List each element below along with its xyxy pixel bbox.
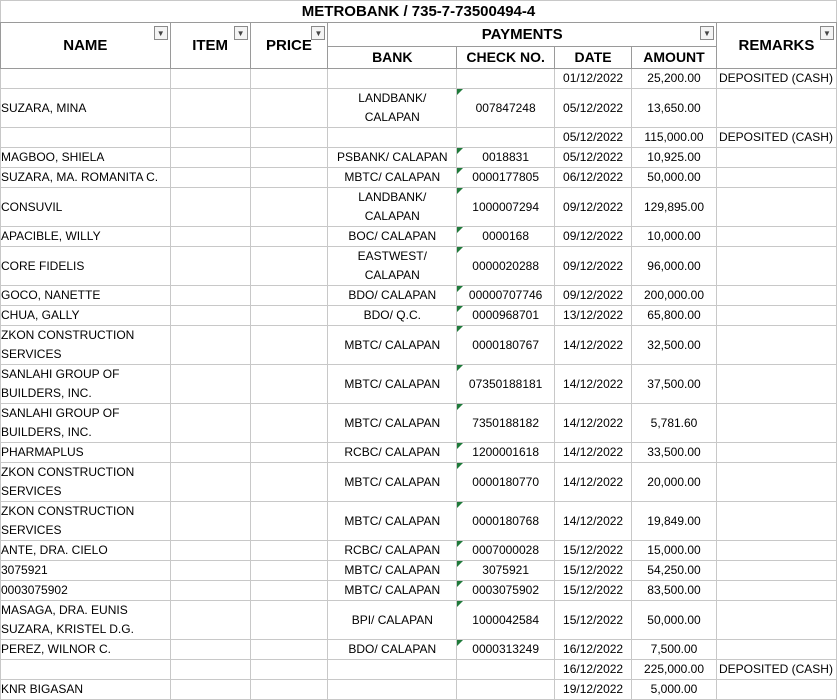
header-date: DATE bbox=[555, 47, 632, 69]
price-cell[interactable] bbox=[250, 502, 328, 541]
remarks-cell[interactable] bbox=[716, 640, 836, 660]
remarks-cell[interactable]: DEPOSITED (CASH) bbox=[716, 660, 836, 680]
remarks-cell[interactable] bbox=[716, 581, 836, 601]
item-cell[interactable] bbox=[170, 365, 250, 404]
error-indicator-icon bbox=[457, 541, 463, 547]
amount-cell[interactable]: 83,500.00 bbox=[632, 581, 717, 601]
header-payments bbox=[328, 23, 717, 47]
amount-cell[interactable]: 13,650.00 bbox=[632, 89, 717, 128]
date-cell[interactable]: 14/12/2022 bbox=[555, 326, 632, 365]
check-no-cell[interactable]: 0007000028 bbox=[457, 541, 555, 561]
amount-cell[interactable]: 15,000.00 bbox=[632, 541, 717, 561]
check-no-cell[interactable]: 0000180768 bbox=[457, 502, 555, 541]
error-indicator-icon bbox=[457, 89, 463, 95]
item-cell[interactable] bbox=[170, 306, 250, 326]
header-remarks-label: REMARKS bbox=[738, 37, 815, 54]
check-no-cell[interactable] bbox=[457, 680, 555, 700]
error-indicator-icon bbox=[457, 561, 463, 567]
error-indicator-icon bbox=[457, 404, 463, 410]
table-row bbox=[1, 541, 837, 561]
name-cell[interactable] bbox=[1, 128, 171, 148]
remarks-cell[interactable] bbox=[716, 148, 836, 168]
check-no-cell[interactable]: 0000313249 bbox=[457, 640, 555, 660]
error-indicator-icon bbox=[457, 247, 463, 253]
error-indicator-icon bbox=[457, 463, 463, 469]
remarks-cell[interactable] bbox=[716, 502, 836, 541]
remarks-cell[interactable] bbox=[716, 247, 836, 286]
bank-cell[interactable]: BOC/ CALAPAN bbox=[328, 227, 457, 247]
name-cell[interactable]: APACIBLE, WILLY bbox=[1, 227, 171, 247]
date-cell[interactable]: 14/12/2022 bbox=[555, 365, 632, 404]
bank-cell[interactable]: BDO/ CALAPAN bbox=[328, 286, 457, 306]
item-cell[interactable] bbox=[170, 660, 250, 680]
check-no-cell[interactable]: 0000180770 bbox=[457, 463, 555, 502]
header-bank: BANK bbox=[328, 47, 457, 69]
header-name bbox=[1, 23, 171, 69]
bank-cell[interactable]: MBTC/ CALAPAN bbox=[328, 581, 457, 601]
amount-cell[interactable]: 10,000.00 bbox=[632, 227, 717, 247]
header-remarks bbox=[716, 23, 836, 69]
item-cell[interactable] bbox=[170, 601, 250, 640]
price-cell[interactable] bbox=[250, 365, 328, 404]
table-row bbox=[1, 306, 837, 326]
price-cell[interactable] bbox=[250, 286, 328, 306]
table-row bbox=[1, 660, 837, 680]
bank-cell[interactable]: MBTC/ CALAPAN bbox=[328, 168, 457, 188]
table-row bbox=[1, 227, 837, 247]
date-cell[interactable]: 16/12/2022 bbox=[555, 660, 632, 680]
table-row bbox=[1, 601, 837, 640]
bank-cell[interactable]: EASTWEST/ CALAPAN bbox=[328, 247, 457, 286]
table-row bbox=[1, 561, 837, 581]
price-cell[interactable] bbox=[250, 227, 328, 247]
bank-cell[interactable]: BPI/ CALAPAN bbox=[328, 601, 457, 640]
date-cell[interactable]: 15/12/2022 bbox=[555, 581, 632, 601]
date-cell[interactable]: 09/12/2022 bbox=[555, 188, 632, 227]
remarks-cell[interactable] bbox=[716, 561, 836, 581]
remarks-cell[interactable] bbox=[716, 680, 836, 700]
table-row bbox=[1, 168, 837, 188]
table-row bbox=[1, 640, 837, 660]
price-cell[interactable] bbox=[250, 680, 328, 700]
error-indicator-icon bbox=[457, 286, 463, 292]
header-price-label: PRICE bbox=[266, 37, 312, 54]
bank-cell[interactable]: MBTC/ CALAPAN bbox=[328, 502, 457, 541]
price-cell[interactable] bbox=[250, 561, 328, 581]
date-cell[interactable]: 15/12/2022 bbox=[555, 541, 632, 561]
item-cell[interactable] bbox=[170, 69, 250, 89]
check-no-cell[interactable] bbox=[457, 660, 555, 680]
price-cell[interactable] bbox=[250, 306, 328, 326]
price-cell[interactable] bbox=[250, 128, 328, 148]
name-cell[interactable]: PEREZ, WILNOR C. bbox=[1, 640, 171, 660]
amount-cell[interactable]: 32,500.00 bbox=[632, 326, 717, 365]
amount-cell[interactable]: 65,800.00 bbox=[632, 306, 717, 326]
date-cell[interactable]: 14/12/2022 bbox=[555, 443, 632, 463]
table-row bbox=[1, 443, 837, 463]
date-cell[interactable]: 05/12/2022 bbox=[555, 89, 632, 128]
price-cell[interactable] bbox=[250, 188, 328, 227]
item-cell[interactable] bbox=[170, 148, 250, 168]
item-cell[interactable] bbox=[170, 188, 250, 227]
error-indicator-icon bbox=[457, 443, 463, 449]
remarks-cell[interactable] bbox=[716, 168, 836, 188]
name-cell[interactable]: ZKON CONSTRUCTION SERVICES bbox=[1, 502, 171, 541]
bank-cell[interactable]: PSBANK/ CALAPAN bbox=[328, 148, 457, 168]
name-cell[interactable]: CONSUVIL bbox=[1, 188, 171, 227]
amount-cell[interactable]: 37,500.00 bbox=[632, 365, 717, 404]
price-cell[interactable] bbox=[250, 581, 328, 601]
name-cell[interactable]: SANLAHI GROUP OF BUILDERS, INC. bbox=[1, 404, 171, 443]
table-body bbox=[1, 69, 837, 700]
price-cell[interactable] bbox=[250, 463, 328, 502]
date-cell[interactable]: 01/12/2022 bbox=[555, 69, 632, 89]
remarks-cell[interactable] bbox=[716, 443, 836, 463]
table-row bbox=[1, 247, 837, 286]
error-indicator-icon bbox=[457, 365, 463, 371]
price-cell[interactable] bbox=[250, 89, 328, 128]
bank-cell[interactable]: LANDBANK/ CALAPAN bbox=[328, 89, 457, 128]
name-cell[interactable]: MASAGA, DRA. EUNIS SUZARA, KRISTEL D.G. bbox=[1, 601, 171, 640]
price-cell[interactable] bbox=[250, 601, 328, 640]
date-cell[interactable]: 09/12/2022 bbox=[555, 227, 632, 247]
name-cell[interactable]: ANTE, DRA. CIELO bbox=[1, 541, 171, 561]
check-no-cell[interactable]: 07350188181 bbox=[457, 365, 555, 404]
bank-cell[interactable]: MBTC/ CALAPAN bbox=[328, 365, 457, 404]
table-row bbox=[1, 680, 837, 700]
remarks-cell[interactable] bbox=[716, 601, 836, 640]
check-no-cell[interactable]: 0003075902 bbox=[457, 581, 555, 601]
error-indicator-icon bbox=[457, 502, 463, 508]
amount-cell[interactable]: 129,895.00 bbox=[632, 188, 717, 227]
date-cell[interactable]: 14/12/2022 bbox=[555, 404, 632, 443]
check-no-cell[interactable] bbox=[457, 69, 555, 89]
amount-cell[interactable]: 50,000.00 bbox=[632, 601, 717, 640]
table-row bbox=[1, 128, 837, 148]
name-cell[interactable]: 0003075902 bbox=[1, 581, 171, 601]
item-cell[interactable] bbox=[170, 128, 250, 148]
filter-dropdown-icon[interactable]: ▼ bbox=[820, 26, 834, 40]
remarks-cell[interactable] bbox=[716, 286, 836, 306]
remarks-cell[interactable] bbox=[716, 404, 836, 443]
table-row bbox=[1, 404, 837, 443]
bank-cell[interactable]: MBTC/ CALAPAN bbox=[328, 561, 457, 581]
item-cell[interactable] bbox=[170, 326, 250, 365]
bank-cell[interactable]: MBTC/ CALAPAN bbox=[328, 404, 457, 443]
price-cell[interactable] bbox=[250, 404, 328, 443]
date-cell[interactable]: 06/12/2022 bbox=[555, 168, 632, 188]
amount-cell[interactable]: 200,000.00 bbox=[632, 286, 717, 306]
bank-cell[interactable]: RCBC/ CALAPAN bbox=[328, 541, 457, 561]
date-cell[interactable]: 19/12/2022 bbox=[555, 680, 632, 700]
amount-cell[interactable]: 115,000.00 bbox=[632, 128, 717, 148]
bank-cell[interactable] bbox=[328, 69, 457, 89]
check-no-cell[interactable]: 0000968701 bbox=[457, 306, 555, 326]
amount-cell[interactable]: 50,000.00 bbox=[632, 168, 717, 188]
error-indicator-icon bbox=[457, 148, 463, 154]
check-no-cell[interactable]: 00000707746 bbox=[457, 286, 555, 306]
error-indicator-icon bbox=[457, 640, 463, 646]
check-no-cell[interactable]: 0018831 bbox=[457, 148, 555, 168]
price-cell[interactable] bbox=[250, 640, 328, 660]
remarks-cell[interactable]: DEPOSITED (CASH) bbox=[716, 69, 836, 89]
item-cell[interactable] bbox=[170, 502, 250, 541]
amount-cell[interactable]: 19,849.00 bbox=[632, 502, 717, 541]
date-cell[interactable]: 05/12/2022 bbox=[555, 148, 632, 168]
bank-cell[interactable]: LANDBANK/ CALAPAN bbox=[328, 188, 457, 227]
filter-dropdown-icon[interactable]: ▼ bbox=[311, 26, 325, 40]
header-check-no: CHECK NO. bbox=[457, 47, 555, 69]
price-cell[interactable] bbox=[250, 247, 328, 286]
table-row bbox=[1, 69, 837, 89]
header-item bbox=[170, 23, 250, 69]
item-cell[interactable] bbox=[170, 680, 250, 700]
name-cell[interactable] bbox=[1, 660, 171, 680]
amount-cell[interactable]: 20,000.00 bbox=[632, 463, 717, 502]
amount-cell[interactable]: 5,000.00 bbox=[632, 680, 717, 700]
amount-cell[interactable]: 33,500.00 bbox=[632, 443, 717, 463]
date-cell[interactable]: 05/12/2022 bbox=[555, 128, 632, 148]
remarks-cell[interactable] bbox=[716, 227, 836, 247]
table-row bbox=[1, 188, 837, 227]
sheet-title: METROBANK / 735-7-73500494-4 bbox=[1, 1, 837, 23]
bank-cell[interactable] bbox=[328, 128, 457, 148]
date-cell[interactable]: 14/12/2022 bbox=[555, 463, 632, 502]
item-cell[interactable] bbox=[170, 404, 250, 443]
header-name-label: NAME bbox=[63, 37, 108, 54]
date-cell[interactable]: 15/12/2022 bbox=[555, 561, 632, 581]
name-cell[interactable] bbox=[1, 69, 171, 89]
item-cell[interactable] bbox=[170, 247, 250, 286]
price-cell[interactable] bbox=[250, 326, 328, 365]
error-indicator-icon bbox=[457, 227, 463, 233]
check-no-cell[interactable]: 0000168 bbox=[457, 227, 555, 247]
name-cell[interactable]: CORE FIDELIS bbox=[1, 247, 171, 286]
error-indicator-icon bbox=[457, 306, 463, 312]
bank-cell[interactable]: RCBC/ CALAPAN bbox=[328, 443, 457, 463]
bank-cell[interactable] bbox=[328, 680, 457, 700]
name-cell[interactable]: MAGBOO, SHIELA bbox=[1, 148, 171, 168]
error-indicator-icon bbox=[457, 601, 463, 607]
name-cell[interactable]: SANLAHI GROUP OF BUILDERS, INC. bbox=[1, 365, 171, 404]
remarks-cell[interactable] bbox=[716, 306, 836, 326]
price-cell[interactable] bbox=[250, 168, 328, 188]
name-cell[interactable]: KNR BIGASAN bbox=[1, 680, 171, 700]
check-no-cell[interactable]: 1200001618 bbox=[457, 443, 555, 463]
amount-cell[interactable]: 5,781.60 bbox=[632, 404, 717, 443]
filter-dropdown-icon[interactable]: ▼ bbox=[154, 26, 168, 40]
remarks-cell[interactable] bbox=[716, 463, 836, 502]
item-cell[interactable] bbox=[170, 541, 250, 561]
header-amount: AMOUNT bbox=[632, 47, 717, 69]
bank-cell[interactable]: MBTC/ CALAPAN bbox=[328, 326, 457, 365]
item-cell[interactable] bbox=[170, 561, 250, 581]
bank-cell[interactable]: BDO/ CALAPAN bbox=[328, 640, 457, 660]
remarks-cell[interactable]: DEPOSITED (CASH) bbox=[716, 128, 836, 148]
price-cell[interactable] bbox=[250, 69, 328, 89]
price-cell[interactable] bbox=[250, 148, 328, 168]
remarks-cell[interactable] bbox=[716, 365, 836, 404]
bank-cell[interactable] bbox=[328, 660, 457, 680]
bank-cell[interactable]: MBTC/ CALAPAN bbox=[328, 463, 457, 502]
name-cell[interactable]: CHUA, GALLY bbox=[1, 306, 171, 326]
filter-dropdown-icon[interactable]: ▼ bbox=[234, 26, 248, 40]
check-no-cell[interactable]: 1000007294 bbox=[457, 188, 555, 227]
error-indicator-icon bbox=[457, 168, 463, 174]
name-cell[interactable]: ZKON CONSTRUCTION SERVICES bbox=[1, 463, 171, 502]
check-no-cell[interactable]: 7350188182 bbox=[457, 404, 555, 443]
date-cell[interactable]: 16/12/2022 bbox=[555, 640, 632, 660]
name-cell[interactable]: PHARMAPLUS bbox=[1, 443, 171, 463]
date-cell[interactable]: 09/12/2022 bbox=[555, 247, 632, 286]
amount-cell[interactable]: 7,500.00 bbox=[632, 640, 717, 660]
date-cell[interactable]: 13/12/2022 bbox=[555, 306, 632, 326]
item-cell[interactable] bbox=[170, 168, 250, 188]
price-cell[interactable] bbox=[250, 541, 328, 561]
amount-cell[interactable]: 96,000.00 bbox=[632, 247, 717, 286]
error-indicator-icon bbox=[457, 581, 463, 587]
price-cell[interactable] bbox=[250, 443, 328, 463]
check-no-cell[interactable]: 0000020288 bbox=[457, 247, 555, 286]
check-no-cell[interactable]: 0000177805 bbox=[457, 168, 555, 188]
item-cell[interactable] bbox=[170, 443, 250, 463]
table-row bbox=[1, 581, 837, 601]
item-cell[interactable] bbox=[170, 89, 250, 128]
check-no-cell[interactable]: 3075921 bbox=[457, 561, 555, 581]
amount-cell[interactable]: 10,925.00 bbox=[632, 148, 717, 168]
check-no-cell[interactable]: 1000042584 bbox=[457, 601, 555, 640]
name-cell[interactable]: GOCO, NANETTE bbox=[1, 286, 171, 306]
name-cell[interactable]: ZKON CONSTRUCTION SERVICES bbox=[1, 326, 171, 365]
remarks-cell[interactable] bbox=[716, 188, 836, 227]
item-cell[interactable] bbox=[170, 286, 250, 306]
header-payments-label: PAYMENTS bbox=[481, 26, 563, 43]
check-no-cell[interactable]: 0000180767 bbox=[457, 326, 555, 365]
bank-cell[interactable]: BDO/ Q.C. bbox=[328, 306, 457, 326]
amount-cell[interactable]: 54,250.00 bbox=[632, 561, 717, 581]
table-row bbox=[1, 326, 837, 365]
header-price bbox=[250, 23, 328, 69]
filter-dropdown-icon[interactable]: ▼ bbox=[700, 26, 714, 40]
remarks-cell[interactable] bbox=[716, 541, 836, 561]
date-cell[interactable]: 09/12/2022 bbox=[555, 286, 632, 306]
check-no-cell[interactable] bbox=[457, 128, 555, 148]
table-row bbox=[1, 148, 837, 168]
amount-cell[interactable]: 25,200.00 bbox=[632, 69, 717, 89]
remarks-cell[interactable] bbox=[716, 89, 836, 128]
name-cell[interactable]: SUZARA, MA. ROMANITA C. bbox=[1, 168, 171, 188]
table-row bbox=[1, 502, 837, 541]
name-cell[interactable]: SUZARA, MINA bbox=[1, 89, 171, 128]
amount-cell[interactable]: 225,000.00 bbox=[632, 660, 717, 680]
header-item-label: ITEM bbox=[192, 37, 229, 54]
date-cell[interactable]: 15/12/2022 bbox=[555, 601, 632, 640]
error-indicator-icon bbox=[457, 188, 463, 194]
table-row bbox=[1, 365, 837, 404]
remarks-cell[interactable] bbox=[716, 326, 836, 365]
item-cell[interactable] bbox=[170, 640, 250, 660]
check-no-cell[interactable]: 007847248 bbox=[457, 89, 555, 128]
table-row bbox=[1, 286, 837, 306]
price-cell[interactable] bbox=[250, 660, 328, 680]
error-indicator-icon bbox=[457, 326, 463, 332]
item-cell[interactable] bbox=[170, 463, 250, 502]
date-cell[interactable]: 14/12/2022 bbox=[555, 502, 632, 541]
item-cell[interactable] bbox=[170, 227, 250, 247]
item-cell[interactable] bbox=[170, 581, 250, 601]
table-row bbox=[1, 463, 837, 502]
name-cell[interactable]: 3075921 bbox=[1, 561, 171, 581]
table-row bbox=[1, 89, 837, 128]
